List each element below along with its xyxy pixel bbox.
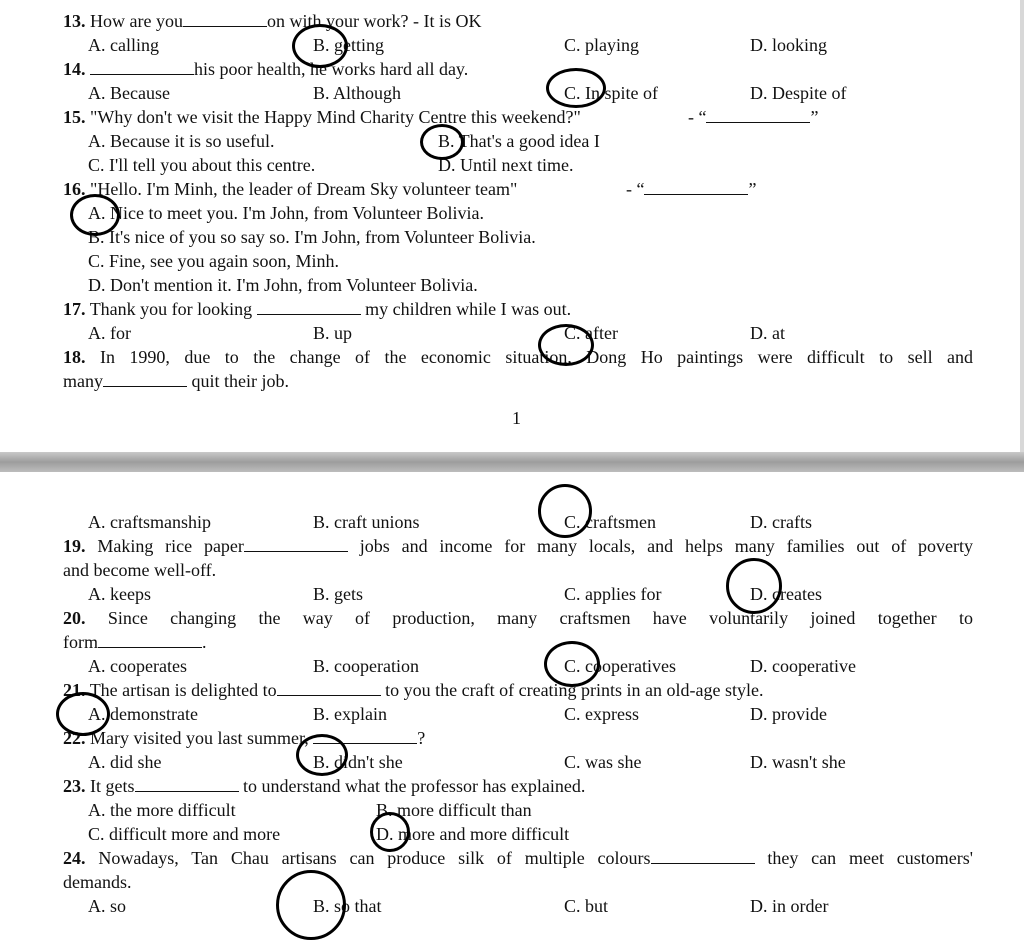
option-22c[interactable]: C. was she bbox=[564, 752, 642, 772]
option-17b[interactable]: B. up bbox=[313, 323, 353, 343]
question-16: 16. "Hello. I'm Minh, the leader of Dream Sky volunteer team" bbox=[63, 179, 518, 199]
option-19c[interactable]: C. applies for bbox=[564, 584, 662, 604]
answer-circle-14c bbox=[546, 68, 606, 108]
answer-blank bbox=[257, 299, 361, 315]
answer-circle-22b bbox=[296, 734, 348, 776]
option-20b[interactable]: B. cooperation bbox=[313, 656, 419, 676]
question-18: 18. In 1990, due to the change of the economic situation, Dong Ho paintings were difficult to sell and bbox=[63, 347, 973, 367]
option-20d[interactable]: D. cooperative bbox=[750, 656, 856, 676]
option-17d[interactable]: D. at bbox=[750, 323, 785, 343]
option-15c[interactable]: C. I'll tell you about this centre. bbox=[88, 155, 316, 175]
option-24d[interactable]: D. in order bbox=[750, 896, 829, 916]
answer-circle-21a bbox=[56, 692, 110, 736]
question-15: 15. "Why don't we visit the Happy Mind Charity Centre this weekend?" bbox=[63, 107, 581, 127]
question-23: 23. It gets to understand what the professor has explained. bbox=[63, 776, 586, 796]
answer-circle-15b bbox=[420, 124, 464, 160]
answer-blank bbox=[277, 680, 381, 696]
option-21c[interactable]: C. express bbox=[564, 704, 639, 724]
option-22a[interactable]: A. did she bbox=[88, 752, 162, 772]
answer-circle-23d bbox=[370, 812, 410, 852]
option-16b[interactable]: B. It's nice of you so say so. I'm John, from Volunteer Bolivia. bbox=[88, 227, 536, 247]
question-22: 22. Mary visited you last summer, ? bbox=[63, 728, 426, 748]
question-18-line2: many quit their job. bbox=[63, 371, 289, 391]
option-22b[interactable]: B. didn't she bbox=[313, 752, 403, 772]
option-24b[interactable]: B. so that bbox=[313, 896, 382, 916]
option-13a[interactable]: A. calling bbox=[88, 35, 159, 55]
option-15d[interactable]: D. Until next time. bbox=[438, 155, 574, 175]
option-24a[interactable]: A. so bbox=[88, 896, 127, 916]
question-24: 24. Nowadays, Tan Chau artisans can produce silk of multiple colours they can meet customers' bbox=[63, 848, 974, 868]
worksheet-page-1 bbox=[0, 0, 1024, 452]
answer-blank bbox=[183, 11, 267, 27]
question-14: 14. his poor health, he works hard all day. bbox=[63, 59, 469, 79]
option-23a[interactable]: A. the more difficult bbox=[88, 800, 236, 820]
option-22d[interactable]: D. wasn't she bbox=[750, 752, 846, 772]
option-16a[interactable]: A. Nice to meet you. I'm John, from Volunteer Bolivia. bbox=[88, 203, 485, 223]
option-18c[interactable]: C. craftsmen bbox=[564, 512, 656, 532]
option-14b[interactable]: B. Although bbox=[313, 83, 402, 103]
answer-circle-20c bbox=[544, 641, 600, 687]
option-13c[interactable]: C. playing bbox=[564, 35, 639, 55]
question-19-line2: and become well-off. bbox=[63, 560, 217, 580]
question-13: 13. How are you on with your work? - It is OK bbox=[63, 11, 482, 31]
option-19a[interactable]: A. keeps bbox=[88, 584, 151, 604]
page-separator bbox=[0, 452, 1024, 472]
option-15a[interactable]: A. Because it is so useful. bbox=[88, 131, 275, 151]
question-16-reply: - “ ” bbox=[626, 179, 757, 199]
answer-blank bbox=[90, 59, 194, 75]
option-21a[interactable]: A. demonstrate bbox=[88, 704, 198, 724]
page-number: 1 bbox=[512, 408, 521, 428]
answer-circle-18c bbox=[538, 484, 592, 538]
option-17a[interactable]: A. for bbox=[88, 323, 131, 343]
option-13d[interactable]: D. looking bbox=[750, 35, 828, 55]
question-20: 20. Since changing the way of production, many craftsmen have voluntarily joined together to bbox=[63, 608, 973, 628]
answer-blank bbox=[135, 776, 239, 792]
answer-circle-19d bbox=[726, 558, 782, 614]
question-24-line2: demands. bbox=[63, 872, 132, 892]
answer-blank bbox=[706, 107, 810, 123]
answer-blank bbox=[98, 632, 202, 648]
option-20a[interactable]: A. cooperates bbox=[88, 656, 187, 676]
answer-blank bbox=[651, 848, 755, 864]
question-17: 17. Thank you for looking my children while I was out. bbox=[63, 299, 572, 319]
answer-blank bbox=[244, 536, 348, 552]
answer-circle-13b bbox=[292, 24, 348, 68]
option-21b[interactable]: B. explain bbox=[313, 704, 387, 724]
option-14d[interactable]: D. Despite of bbox=[750, 83, 847, 103]
option-19b[interactable]: B. gets bbox=[313, 584, 364, 604]
option-18d[interactable]: D. crafts bbox=[750, 512, 812, 532]
option-18b[interactable]: B. craft unions bbox=[313, 512, 420, 532]
option-23c[interactable]: C. difficult more and more bbox=[88, 824, 281, 844]
question-20-line2: form . bbox=[63, 632, 207, 652]
page-edge bbox=[1020, 0, 1024, 452]
option-20c[interactable]: C. cooperatives bbox=[564, 656, 676, 676]
option-23d[interactable]: D. more and more difficult bbox=[376, 824, 570, 844]
option-19d[interactable]: D. creates bbox=[750, 584, 822, 604]
question-21: 21. The artisan is delighted to to you the craft of creating prints in an old-age style. bbox=[63, 680, 764, 700]
option-13b[interactable]: B. getting bbox=[313, 35, 384, 55]
option-23b[interactable]: B. more difficult than bbox=[376, 800, 532, 820]
option-14c[interactable]: C. In spite of bbox=[564, 83, 658, 103]
option-16d[interactable]: D. Don't mention it. I'm John, from Volunteer Bolivia. bbox=[88, 275, 478, 295]
question-15-reply: - “ ” bbox=[688, 107, 819, 127]
option-17c[interactable]: C. after bbox=[564, 323, 618, 343]
answer-blank bbox=[644, 179, 748, 195]
question-19: 19. Making rice paper jobs and income for many locals, and helps many families out of poverty bbox=[63, 536, 974, 556]
worksheet-page-2 bbox=[0, 472, 1024, 945]
option-24c[interactable]: C. but bbox=[564, 896, 609, 916]
option-18a[interactable]: A. craftsmanship bbox=[88, 512, 211, 532]
option-21d[interactable]: D. provide bbox=[750, 704, 827, 724]
option-15b[interactable]: B. That's a good idea I bbox=[438, 131, 600, 151]
option-14a[interactable]: A. Because bbox=[88, 83, 170, 103]
option-16c[interactable]: C. Fine, see you again soon, Minh. bbox=[88, 251, 339, 271]
answer-circle-24b bbox=[276, 870, 346, 940]
answer-blank bbox=[103, 371, 187, 387]
answer-circle-17c bbox=[538, 324, 594, 366]
answer-circle-16a bbox=[70, 194, 120, 236]
